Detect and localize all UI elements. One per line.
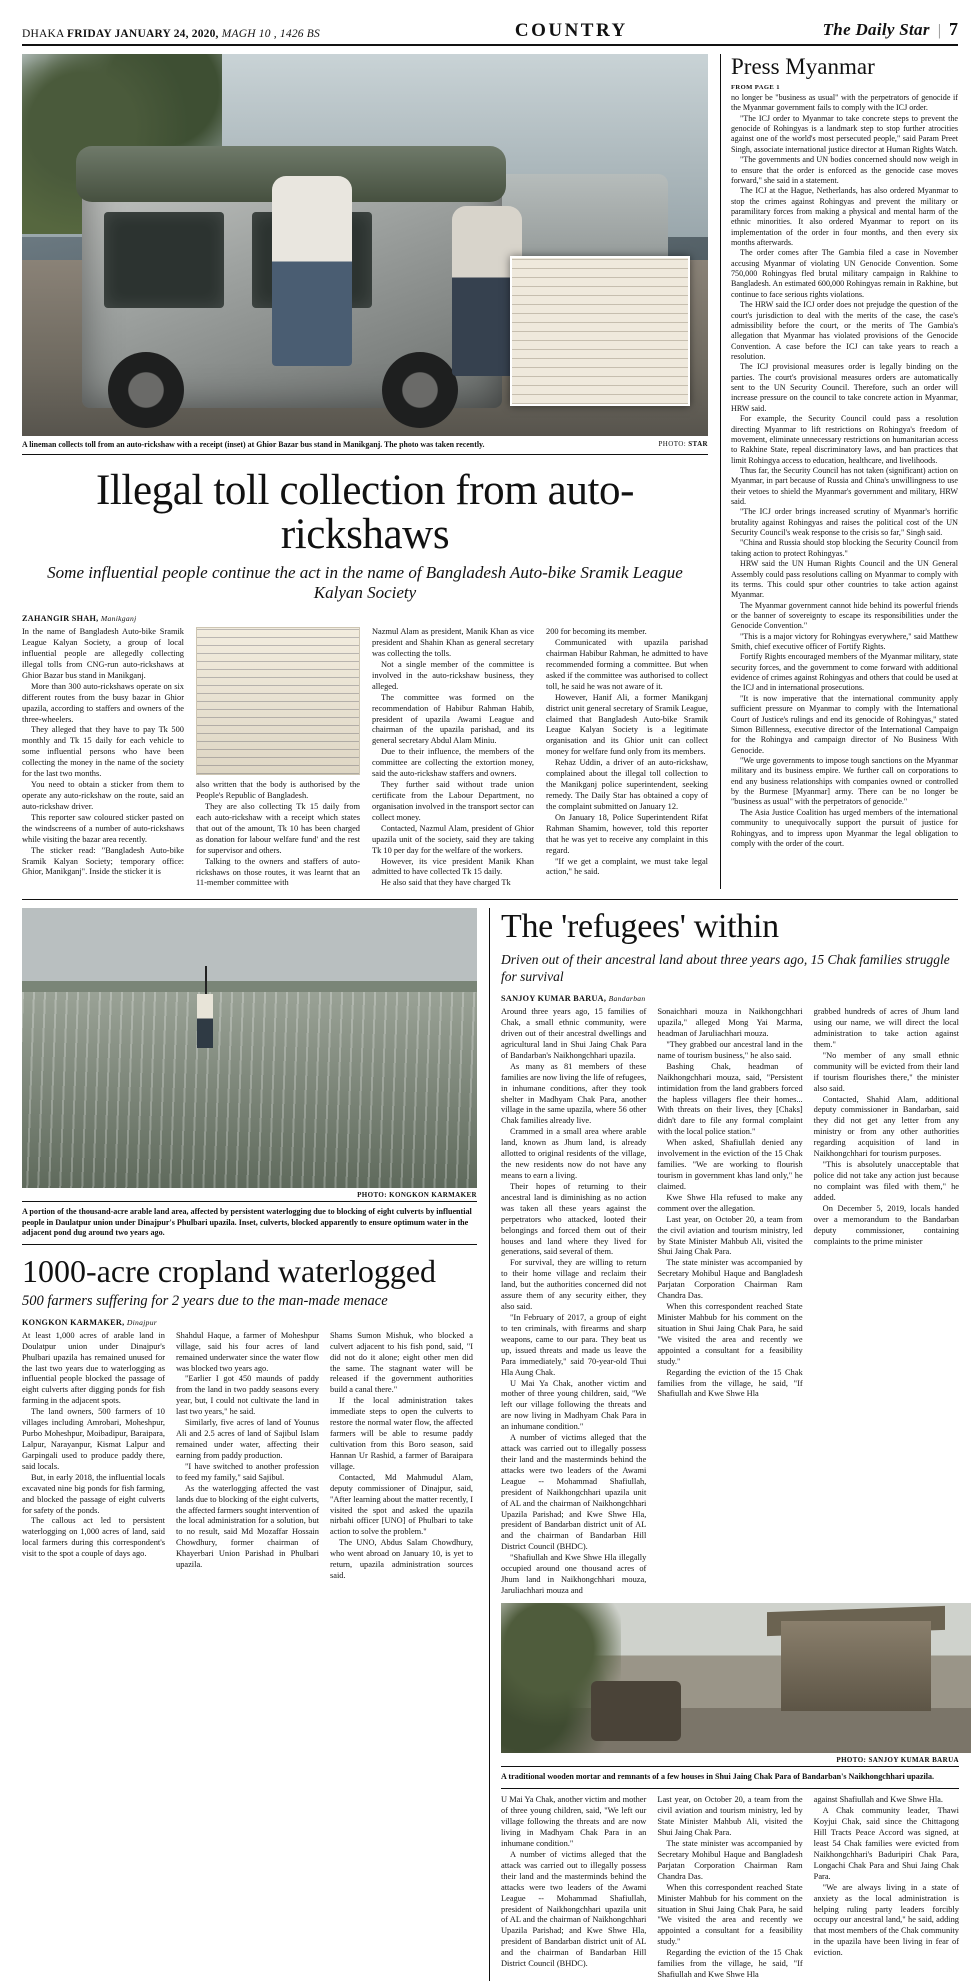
- lead-columns: [22, 627, 708, 889]
- top-section: [22, 54, 958, 889]
- paragraph: U Mai Ya Chak, another victim and mother of three young children, said, "We left our village following the threats and are now living in Madhyam Chak Para in an inhumane condition.": [501, 1378, 647, 1432]
- paragraph: Kwe Shwe Hla refused to make any comment over the allegation.: [657, 1192, 803, 1213]
- lead-byline-name: ZAHANGIR SHAH,: [22, 614, 99, 624]
- refugees-subhead: Driven out of their ancestral land about three years ago, 15 Chak families struggle for survival: [501, 952, 950, 985]
- daily-star-logo: The Daily Star: [822, 20, 930, 39]
- paragraph: A number of victims alleged that the attack was carried out to illegally possess their land and the masterminds behind the attacks were two leaders of the Awami League -- Mohammad Shafiullah, president of Naikhongchhari upazila unit of AL and the chairman of Naikhongchhari Upazila Parishad; and Kwe Shwe Hla, president of Bandarban district unit of AL and the chairman of Bandarban Hill District Council (BHDC).: [501, 1433, 647, 1552]
- paragraph: Talking to the owners and staffers of auto-rickshaws on those routes, it was learnt that an 11-member committee with: [196, 856, 360, 888]
- paragraph: Nazmul Alam as president, Manik Khan as vice president and Shahin Khan as general secretary was collecting the tolls.: [372, 627, 534, 659]
- photo-hut: [781, 1621, 931, 1711]
- paragraph: Rehaz Uddin, a driver of an auto-rickshaw, complained about the illegal toll collection to the Manikganj police superintendent, seeking remedy. The Daily Star has obtained a copy of the complaint submitted on January 12.: [546, 758, 708, 811]
- paragraph: "They grabbed our ancestral land in the name of tourism business," he also said.: [657, 1039, 803, 1060]
- paragraph: Their hopes of returning to their ancestral land is diminishing as no action was taken all these years against the perpetrators who attacked, looted their belongings and forced them out of their houses and land where they lived for generations, said several of them.: [501, 1181, 647, 1257]
- paragraph: When this correspondent reached State Minister Mahbub for his comment on the situation in Shui Jaing Chak Para, he said "We visited the area and recently we appointed a consultant for a feasibility study.": [657, 1882, 803, 1947]
- middle-section: [22, 908, 958, 1981]
- paragraph: The sticker read: "Bangladesh Auto-bike Sramik Kalyan Society; temporary office: Ghior, Manikganj". Inside the sticker it is: [22, 845, 184, 877]
- refugees-headline: The 'refugees' within: [501, 908, 779, 946]
- paragraph: More than 300 auto-rickshaws operate on six different routes from the busy bazar in Ghior upazila, according to staffers and owners of the three-wheelers.: [22, 681, 184, 724]
- paragraph: Crammed in a small area where arable land, known as Jhum land, is already allotted to original residents of the village, the new residents now do not have any means to earn a living.: [501, 1127, 647, 1180]
- paragraph: Shahdul Haque, a farmer of Moheshpur village, said his four acres of land remained underwater since the water flow was blocked two years ago.: [176, 1330, 319, 1373]
- paragraph: HRW said the UN Human Rights Council and the UN General Assembly could pass resolutions calling on Myanmar to comply with its terms. This could spur other countries to take action against Myanmar.: [731, 559, 958, 600]
- lead-byline: [22, 614, 708, 623]
- paragraph: "We are always living in a state of anxiety as the local administration is helping ruling party leaders forcibly occupy our ancestral land," he said, adding that most members of the Chak community in the upazila have been living in fear of eviction.: [813, 1882, 959, 1958]
- paragraph: "It is now imperative that the international community apply sufficient pressure on Myanmar to comply with the International Court of Justice's rulings and end its genocide of Rohingyas," stated Simon Billenness, executive director of the International Campaign for the Rohingya and campaign director of No Business With Genocide.: [731, 693, 958, 755]
- lead-headline: Illegal toll collection from auto-rickshaws: [95, 467, 635, 558]
- paragraph: Regarding the eviction of the 15 Chak families from the village, he said, "If Shafiullah and Kwe Shwe Hla: [657, 1948, 803, 1980]
- paragraph: The Myanmar government cannot hide behind its powerful friends or the banner of sovereignty to escape its responsibilities under the Genocide Convention.": [731, 600, 958, 631]
- paragraph: The state minister was accompanied by Secretary Mohibul Haque and Bangladesh Parjatan Corporation Chairman Ram Chandra Das.: [657, 1838, 803, 1881]
- lead-photo-credit-label: PHOTO:: [658, 440, 687, 448]
- refugees-byline-location: Bandarban: [608, 994, 646, 1004]
- paragraph: "This is a major victory for Rohingyas everywhere," said Matthew Smith, chief executive officer of Fortify Rights.: [731, 631, 958, 652]
- paragraph: "If we get a complaint, we must take legal action," he said.: [546, 856, 708, 877]
- lead-column-2-text: [196, 780, 360, 889]
- paragraph: "The ICJ order to Myanmar to take concrete steps to prevent the genocide of Rohingyas is a landmark step to stop further atrocities against one of the world's most persecuted people," said Param Preet Singh, associate international justice director at Human Rights Watch.: [731, 113, 958, 154]
- paragraph: Thus far, the Security Council has not taken (significant) action on Myanmar, in part because of Russia and China's unwillingness to use their vetoes to shield the Myanmar's government and military, HRW said.: [731, 465, 958, 507]
- paragraph: The land owners, 500 farmers of 10 villages including Amrobari, Moheshpur, Purbo Moheshpur, Moibadipur, Baraipara, Lalpur, Narayanpur, Kismat Lalpur and Garpingali used to produce paddy there, said locals.: [22, 1407, 165, 1471]
- paragraph: However, its vice president Manik Khan admitted to have collected Tk 15 daily.: [372, 856, 534, 877]
- photo-farmer: [197, 994, 213, 1048]
- press-myanmar-body: [731, 93, 958, 849]
- cropland-photo-credit-label: PHOTO:: [357, 1191, 387, 1200]
- cropland-byline-name: KONGKON KARMAKER,: [22, 1317, 125, 1327]
- paragraph: Last year, on October 20, a team from the civil aviation and tourism ministry, led by State Minister Mahbub Ali, visited the Shui Jaing Chak Para.: [657, 1795, 803, 1838]
- refugees-columns-top: [501, 1007, 959, 1597]
- paragraph: Contacted, Nazmul Alam, president of Ghior upazila unit of the society, said they are taking Tk 10 per day for the welfare of the workers.: [372, 823, 534, 855]
- paragraph: As many as 81 members of these families are now living the life of refugees, in inhumane conditions, after they took shelter in Madhyam Chak Para, another village in the same upazila, where 56 other Chak families already live.: [501, 1061, 647, 1126]
- paragraph: The committee was formed on the recommendation of Habibur Rahman Habib, president of upazila Awami League and chairman of the upazila parishad, and its general secretary Abdul Alam Miniu.: [372, 692, 534, 746]
- paragraph: Bashing Chak, headman of Naikhongchhari mouza, said, "Persistent intimidation from the land grabbers forced the hapless villagers flee their homes... With threats on their lives, they [Chaks] didn't dare to file any formal complaint with the local police station.": [657, 1061, 803, 1137]
- paragraph: The order comes after The Gambia filed a case in November accusing Myanmar of violating UN Genocide Convention. Some 750,000 Rohingyas fled brutal military campaign in Rakhine to Bangladesh. An estimated 600,000 Rohingyas remain in Rakhine, but continue to face serious rights violations.: [731, 248, 958, 299]
- lead-byline-location: Manikganj: [100, 614, 137, 624]
- refugees-story: [489, 908, 959, 1981]
- paragraph: On December 5, 2019, locals handed over a memorandum to the Bandarban deputy commissioner, containing complaints to the prime minister: [813, 1203, 959, 1246]
- paragraph: no longer be "business as usual" with the perpetrators of genocide if the Myanmar government fails to comply with the ICJ order.: [731, 93, 958, 113]
- photo-floodwater: [22, 992, 477, 1188]
- masthead: [22, 18, 958, 46]
- photo-wooden-mortar: [591, 1681, 681, 1741]
- paragraph: "We urge governments to impose tough sanctions on the Myanmar military and its business empire. We further call on corporations to end any business relationships with companies owned or controlled by the Burmese [Myanmar] army. There can be no longer be "business as usual" with the perpetrators of genocide.": [731, 756, 958, 807]
- press-myanmar-jump-line: FROM PAGE 1: [731, 84, 780, 91]
- refugees-column-1: [501, 1007, 646, 1597]
- cropland-headline: 1000-acre cropland waterlogged: [22, 1253, 437, 1290]
- paragraph: The HRW said the ICJ order does not prejudge the question of the court's jurisdiction to deal with the merits of the case, the case's admissibility before the court, or the merits of The Gambia's allegation that Myanmar has violated provisions of the Genocide Convention. A case before the ICJ can take years to reach a resolution.: [731, 300, 958, 361]
- lead-photo-credit-name: STAR: [688, 440, 708, 448]
- toll-receipt-image: [196, 627, 360, 775]
- paragraph: Fortify Rights encouraged members of the Myanmar military, state security forces, and the government to come forward with additional evidence of crimes against Rohingyas and others that could be used at the ICJ and in international prosecutions.: [731, 652, 958, 693]
- paragraph: "The ICJ order brings increased scrutiny of Myanmar's horrific brutality against Rohingyas and raises the political cost of the UN Security Council's weak response to the crisis so far," Singh said.: [731, 507, 958, 538]
- paragraph: Contacted, Shahid Alam, additional deputy commissioner in Bandarban, said they did not get any letter from any ministry or from any other authorities regarding acquisition of land in Naikhongchhari for tourism purposes.: [813, 1094, 959, 1159]
- cropland-column-1: [22, 1331, 165, 1582]
- paragraph: "No member of any small ethnic community will be evicted from their land if tourism flourishes there," the minister also said.: [813, 1050, 959, 1093]
- paragraph: On January 18, Police Superintendent Rifat Rahman Shamim, however, told this reporter that he was yet to receive any complaint in this regard.: [546, 812, 708, 855]
- masthead-separator: |: [937, 22, 941, 39]
- paragraph: U Mai Ya Chak, another victim and mother of three young children, said, "We left our village following the threats and are now living in Madhyam Chak Para in an inhumane condition.": [501, 1795, 647, 1848]
- masthead-bangla-date: MAGH 10 , 1426 BS: [221, 28, 320, 40]
- paragraph: This reporter saw coloured sticker pasted on the windscreens of a number of auto-rickshaws while visiting the bazar area recently.: [22, 812, 184, 844]
- lead-subhead: Some influential people continue the act in the name of Bangladesh Auto-bike Sramik League Kalyan Society: [47, 562, 683, 603]
- photo-rickshaw-wheel-rear: [382, 352, 458, 428]
- press-myanmar-story: [720, 54, 958, 889]
- paragraph: At least 1,000 acres of arable land in Doulatpur union under Dinajpur's Phulbari upazila has remained unused for the last two years due to waterlogging as influential people blocked the passage of eight culverts after digging ponds for fish farming in the adjacent spots.: [22, 1330, 165, 1406]
- cropland-column-2: [176, 1331, 319, 1582]
- cropland-subhead: 500 farmers suffering for 2 years due to the man-made menace: [22, 1292, 388, 1309]
- refugees-column-4: [501, 1795, 646, 1981]
- paragraph: Similarly, five acres of land of Younus Ali and 2.5 acres of land of Sajibul Islam remained under water, affecting their earning from paddy production.: [176, 1418, 319, 1460]
- refugees-byline-name: SANJOY KUMAR BARUA,: [501, 994, 607, 1004]
- cropland-photo-credit-name: KONGKON KARMAKER: [389, 1191, 477, 1200]
- paragraph: Sonaichhari mouza in Naikhongchhari upazila," alleged Mong Yai Marma, headman of Jaruliachhari mouza.: [657, 1007, 803, 1038]
- paragraph: The Asia Justice Coalition has urged members of the international community to unequivocally support the pursuit of justice for Rohingyas, and to impress upon Myanmar the legal obligation to comply with the order of the court.: [731, 807, 958, 848]
- paragraph: The state minister was accompanied by Secretary Mohibul Haque and Bangladesh Parjatan Corporation Chairman Ram Chandra Das.: [657, 1258, 803, 1301]
- paragraph: The ICJ provisional measures order is legally binding on the parties. The court's provisional measures orders are automatically sent to the UN Security Council. Therefore, such an order will increase pressure on the council to take concrete action in Myanmar, HRW said.: [731, 362, 958, 413]
- cropland-photo-credit: [22, 1188, 477, 1201]
- paragraph: The UNO, Abdus Salam Chowdhury, who went abroad on January 10, is yet to return, upazila administration sources said.: [330, 1538, 473, 1581]
- paragraph: grabbed hundreds of acres of Jhum land using our name, we will direct the local administration to take action against them.": [813, 1007, 959, 1049]
- paragraph: also written that the body is authorised by the People's Republic of Bangladesh.: [196, 780, 360, 801]
- paragraph: But, in early 2018, the influential locals excavated nine big ponds for fish farming, and blocked the passage of eight culverts for safety of the ponds.: [22, 1472, 165, 1515]
- paragraph: Communicated with upazila parishad chairman Habibur Rahman, he admitted to have recommended forming a committee. But when asked if the committee was authorised to collect toll, he said he was not aware of it.: [546, 638, 708, 691]
- lead-photo-caption: [22, 436, 708, 455]
- waterlogged-field-photo: [22, 908, 477, 1188]
- paragraph: "The governments and UN bodies concerned should now weigh in to ensure that the order is enforced as the genocide case moves forward," she said in a statement.: [731, 155, 958, 185]
- chak-photo-caption: A traditional wooden mortar and remnants of a few houses in Shui Jaing Chak Para of Bandarban's Naikhongchhari upazila.: [501, 1766, 959, 1789]
- photo-lineman: [272, 176, 352, 366]
- cropland-column-3: [330, 1331, 473, 1582]
- paragraph: The callous act led to persistent waterlogging on 1,000 acres of land, said local farmers during this correspondent's visit to the spot a couple of days ago.: [22, 1516, 165, 1559]
- paragraph: Last year, on October 20, a team from the civil aviation and tourism ministry, led by State Minister Mahbub Ali, visited the Shui Jaing Chak Para.: [657, 1214, 803, 1257]
- refugees-column-2: [657, 1007, 802, 1597]
- paragraph: You need to obtain a sticker from them to operate any auto-rickshaw on the route, said an auto-rickshaw driver.: [22, 780, 184, 811]
- lead-column-2: [196, 627, 360, 889]
- paragraph: against Shafiullah and Kwe Shwe Hla.: [813, 1795, 943, 1805]
- paragraph: When asked, Shafiullah denied any involvement in the eviction of the 15 Chak families. "We are working to flourish tourism in government khas land only," he claimed.: [657, 1138, 803, 1191]
- cropland-byline: [22, 1318, 477, 1327]
- refugees-column-3: [814, 1007, 959, 1597]
- paragraph: Contacted, Md Mahmudul Alam, deputy commissioner of Dinajpur, said, "After learning about the matter recently, I visited the spot and asked the upazila nirbahi officer [UNO] of Phulbari to take action to solve the problem.": [330, 1472, 473, 1537]
- paragraph: Around three years ago, 15 families of Chak, a small ethnic community, were driven out of their ancestral dwellings and agricultural land in Shui Jaing Chak Para of Bandarban's Naikhongchhari upazila.: [501, 1007, 647, 1060]
- paragraph: Due to their influence, the members of the committee are collecting the extortion money, said the auto-rickshaw staffers and owners.: [372, 747, 534, 779]
- refugees-column-5: [657, 1795, 802, 1981]
- lead-photo-caption-text: A lineman collects toll from an auto-rickshaw with a receipt (inset) at Ghior Bazar bus stand in Manikganj. The photo was taken recently.: [22, 440, 485, 449]
- paragraph: For survival, they are willing to return to their home village and reclaim their land, but the authorities concerned did not assure them of any security either, they also said.: [501, 1258, 647, 1312]
- cropland-story: [22, 908, 477, 1981]
- chak-photo-credit: [501, 1753, 959, 1766]
- press-myanmar-title: Press Myanmar: [731, 54, 875, 79]
- chak-para-photo: [501, 1603, 971, 1753]
- paragraph: "In February of 2017, a group of eight to ten criminals, with firearms and sharp weapons, came to our para. They beat us up, issued threats and made us leave the Para immediately," said 70-year-old Thui Hla Aung Chak.: [501, 1312, 647, 1377]
- paragraph: Not a single member of the committee is involved in the auto-rickshaw business, they alleged.: [372, 659, 534, 691]
- page-number: 7: [948, 19, 958, 39]
- paragraph: "Earlier I got 450 maunds of paddy from the land in two paddy seasons every year, but, I could not cultivate the land in last two years," he said.: [176, 1374, 319, 1417]
- section-divider: [22, 899, 958, 900]
- cropland-byline-location: Dinajpur: [126, 1317, 158, 1327]
- paragraph: A number of victims alleged that the attack was carried out to illegally possess their land and the masterminds behind the attacks were two leaders of the Awami League -- Mohammad Shafiullah, president of Naikhongchhari upazila unit of AL and the chairman of Naikhongchhari Upazila Parishad; and Kwe Shwe Hla, president of Bandarban district unit of AL and the chairman of Bandarban Hill District Council (BHDC).: [501, 1849, 647, 1969]
- lead-photo: [22, 54, 708, 436]
- paragraph: In the name of Bangladesh Auto-bike Sramik League Kalyan Society, a group of local influential people are allegedly collecting illegal tolls from CNG-run auto-rickshaws at Ghior Bazar bus stand in Manikganj.: [22, 627, 184, 680]
- lead-column-3: [372, 627, 534, 889]
- paragraph: "This is absolutely unacceptable that police did not take any action just because no complaint was filed with them," he added.: [813, 1160, 959, 1202]
- paragraph: "Shafiullah and Kwe Shwe Hla illegally occupied around one thousand acres of Jhum land in Naikhongchhari mouza, Jaruliachhari mouza and: [501, 1553, 647, 1596]
- photo-rickshaw-wheel-front: [108, 352, 184, 428]
- refugees-columns-bottom: [501, 1795, 959, 1981]
- lead-photo-credit: [659, 440, 708, 448]
- cropland-columns: [22, 1331, 477, 1582]
- paragraph: 200 for becoming its member.: [546, 627, 647, 637]
- masthead-brand: [823, 19, 958, 40]
- masthead-city: DHAKA: [22, 28, 64, 40]
- photo-receipt-inset: [510, 256, 690, 406]
- refugees-byline: [501, 994, 959, 1003]
- lead-column-1: [22, 627, 184, 889]
- paragraph: Regarding the eviction of the 15 Chak families from the village, he said, "If Shafiullah and Kwe Shwe Hla: [657, 1367, 803, 1399]
- photo-rickshaw-window-left: [104, 212, 224, 308]
- masthead-date: FRIDAY JANUARY 24, 2020,: [66, 28, 219, 40]
- cropland-photo-caption: A portion of the thousand-acre arable land area, affected by persistent waterlogging due to blocking of eight culverts by influential people in Daulatpur union under Dinajpur's Phulbari upazila. Inset, culverts, blocked apparently to ensure optimum water in the adjacent pond dug around two years ago.: [22, 1201, 477, 1245]
- paragraph: They further said without trade union certificate from the Labour Department, no organisation involved in the transport sector can collect money.: [372, 780, 534, 822]
- paragraph: Shams Sumon Mishuk, who blocked a culvert adjacent to his fish pond, said, "I did not do it alone; eight other men did the same. The stagnant water will be released if the government authorities build a canal there.": [330, 1330, 473, 1395]
- masthead-dateline: [22, 28, 320, 40]
- paragraph: They alleged that they have to pay Tk 500 monthly and Tk 15 daily for each vehicle to some influential persons who have been collecting the money in the name of the society for the last two months.: [22, 725, 184, 779]
- section-title: COUNTRY: [514, 20, 628, 41]
- paragraph: As the waterlogging affected the vast lands due to blocking of the eight culverts, the affected farmers sought intervention of the local administration for a solution, but to no result, said Md Mozaffar Hossain Chowdhury, former chairman of Khayerbari Union Parishad in Phulbari upazila.: [176, 1483, 319, 1570]
- lead-story: [22, 54, 708, 889]
- paragraph: "China and Russia should stop blocking the Security Council from taking action to protect Rohingyas.": [731, 538, 958, 558]
- paragraph: They are also collecting Tk 15 daily from each auto-rickshaw with a receipt which states that out of the amount, Tk 10 has been charged as donation for labour welfare fund' and the rest for supervisor and others.: [196, 802, 360, 855]
- paragraph: A Chak community leader, Thawi Koyjui Chak, said since the Chittagong Hill Tracts Peace Accord was signed, at least 54 Chak families were evicted from Naikhongchhari's Baduripiri Chak Para, Longachi Chak Para and Shui Jaing Chak Para.: [813, 1806, 959, 1881]
- lead-column-4: [546, 627, 708, 889]
- paragraph: He also said that they have charged Tk: [381, 878, 511, 888]
- paragraph: The ICJ at the Hague, Netherlands, has also ordered Myanmar to stop the crimes against Rohingyas and prevent the military or paramilitary forces from making a physical and mental harm of the ethnic minorities. It also ordered Myanmar to report on its implementation of the order in four months, and then every six months afterwards.: [731, 186, 958, 248]
- chak-photo-credit-name: SANJOY KUMAR BARUA: [868, 1755, 959, 1764]
- paragraph: If the local administration takes immediate steps to open the culverts to restore the normal water flow, the affected farmers will be able to resume paddy cultivation from this Boro season, said Hannan Ur Rashid, a farmer of Baraipara village.: [330, 1396, 473, 1471]
- paragraph: "I have switched to another profession to feed my family," said Sajibul.: [176, 1461, 319, 1482]
- chak-photo-credit-label: PHOTO:: [836, 1755, 867, 1764]
- paragraph: However, Hanif Ali, a former Manikganj district unit general secretary of Sramik League, claimed that Bangladesh Auto-bike Sramik League Kalyan Society is a legitimate organisation and its Ghior unit can collect money for welfare fund only from its members.: [546, 692, 708, 757]
- refugees-column-6: [814, 1795, 959, 1981]
- paragraph: For example, the Security Council could pass a resolution directing Myanmar to lift restrictions on Rohingya's freedom of movement, eliminate unnecessary restrictions on humanitarian access to Rakhine State, repeal discriminatory laws, and ban practices that limit Rohingya access to education, healthcare, and livelihoods.: [731, 414, 958, 465]
- paragraph: When this correspondent reached State Minister Mahbub for his comment on the situation in Shui Jaing Chak Para, he said "We visited the area and recently we appointed a consultant for a feasibility study.": [657, 1302, 803, 1366]
